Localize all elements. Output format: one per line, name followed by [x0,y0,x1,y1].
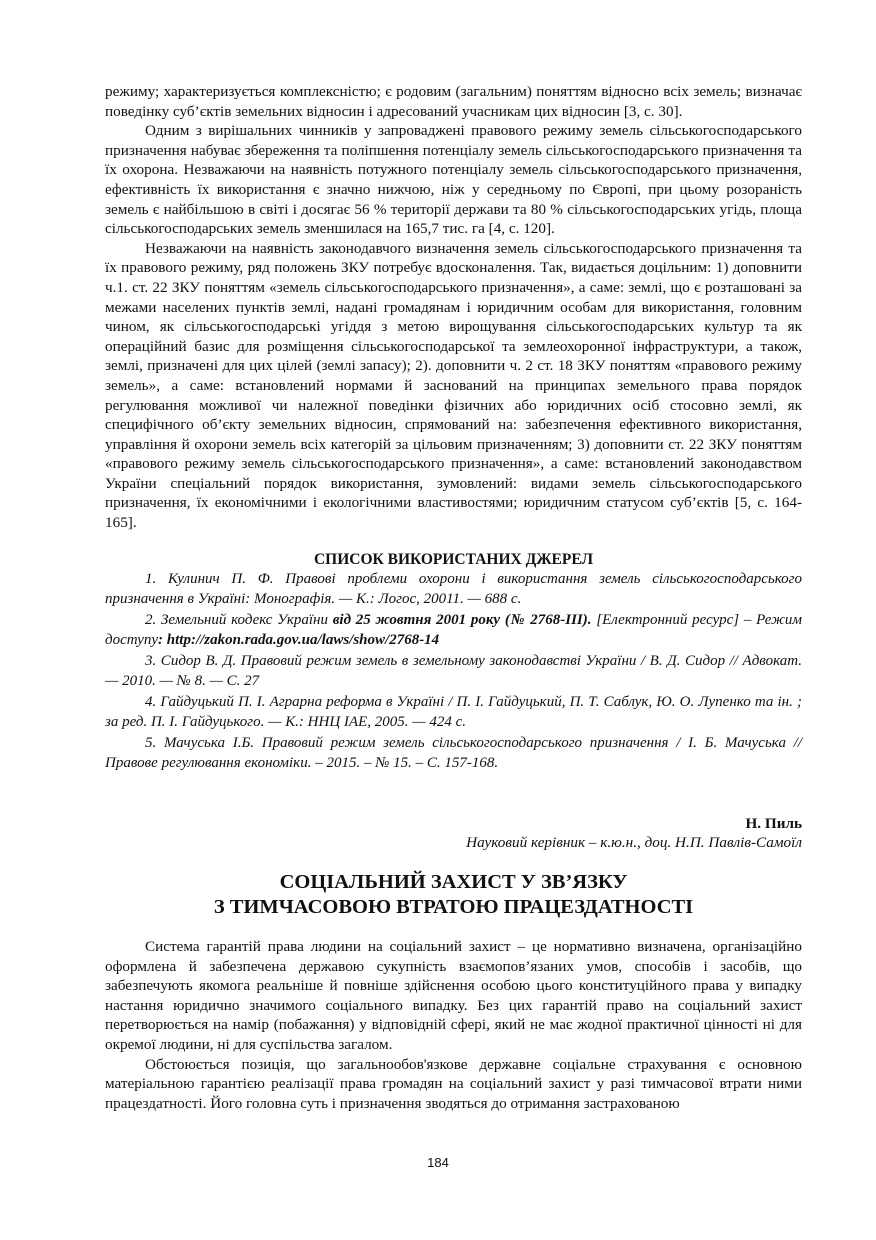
article-title [105,870,802,920]
page-number: 184 [427,1155,449,1170]
article-body [105,937,802,1113]
author-name: Н. Пиль [745,815,802,832]
paragraph: Незважаючи на наявність законодавчого визначення земель сільськогосподарського призначення та їх правового режиму, ряд положень ЗКУ потребує вдосконалення. Так, видається доцільним: 1) доповнити ч.1. ст. 22 ЗКУ поняттям «земель сільськогосподарського призначення», а саме: землі, що є розташовані за межами населених пунктів землі, надані громадянам і юридичним особам для використання, головним чином, як сільськогосподарські угіддя з метою вирощування сільськогосподарських культур та як операційний базис для розміщення сільськогосподарської та землеохоронної інфраструктури, а також, землі, призначені для цих цілей (землі запасу); 2). доповнити ч. 2 ст. 18 ЗКУ поняттям «правового режиму земель», а саме: встановлений нормами й заснований на принципах земельного права порядок регулювання можливої чи належної поведінки фізичних або юридичних осіб стосовно землі, як специфічного об’єкту земельних відносин, спрямований на: забезпечення ефективного використання, управління й охорони земель всіх категорій за цільовим призначенням; 3) доповнити ст. 22 ЗКУ поняттям «правового режиму земель сільськогосподарського призначення», а саме: встановлений законодавством України спеціальний порядок використання, зумовлений: видами земель сільськогосподарського призначення, їх економічними і екологічними властивостями; юридичним статусом суб’єктів [5, с. 164-165]. [105,239,802,532]
reference-date-number: від 25 жовтня 2001 року (№ 2768-III). [332,611,592,628]
scientific-advisor: Науковий керівник – к.ю.н., доц. Н.П. Павлів-Самоїл [466,834,802,851]
reference-text: [Електронний ресурс] – Режим доступу [105,611,802,649]
references-title: СПИСОК ВИКОРИСТАНИХ ДЖЕРЕЛ [313,550,594,568]
reference-text: 2. Земельний кодекс України [145,611,333,628]
article-title-line: З ТИМЧАСОВОЮ ВТРАТОЮ ПРАЦЕЗДАТНОСТІ [213,896,694,918]
reference-item: 3. Сидор В. Д. Правовий режим земель в земельному законодавстві України / В. Д. Сидор // Адвокат. — 2010. — № 8. — С. 27 [105,652,802,690]
article-title-line: СОЦІАЛЬНИЙ ЗАХИСТ У ЗВ’ЯЗКУ [279,871,628,893]
paragraph: Одним з вирішальних чинників у запроваджені правового режиму земель сільськогосподарського призначення набуває збереження та поліпшення потенціалу земель сільськогосподарського призначення та їх охорона. Незважаючи на наявність потужного потенціалу земель сільськогосподарського призначення, ефективність їх використання є значно нижчою, ніж у середньому по Європі, при цьому розораність земель є найбільшою в світі і досягає 56 % території держави та 80 % сільськогосподарських угідь, площа сільськогосподарських земель зменшилася на 165,7 тис. га [4, с. 120]. [105,122,802,238]
author-block [105,814,802,853]
section-continuation [105,82,802,774]
reference-item: 5. Мачуська І.Б. Правовий режим земель сільськогосподарського призначення / І. Б. Мачуська // Правове регулювання економіки. – 2015. – № 15. – С. 157-168. [105,734,802,772]
reference-url: : http://zakon.rada.gov.ua/laws/show/2768-14 [158,632,440,649]
reference-item [105,610,802,651]
reference-item: 1. Кулинич П. Ф. Правові проблеми охорони і використання земель сільськогосподарського призначення в Україні: Монографія. — К.: Логос, 20011. — 688 с. [105,570,802,608]
reference-item: 4. Гайдуцький П. І. Аграрна реформа в Україні / П. І. Гайдуцький, П. Т. Саблук, Ю. О. Лупенко та ін. ; за ред. П. І. Гайдуцького. — К.: ННЦ ІАЕ, 2005. — 424 с. [105,693,802,731]
paragraph: Система гарантій права людини на соціальний захист – це нормативно визначена, організаційно оформлена й забезпечена державою сукупність взаємопов’язаних умов, способів і засобів, що забезпечують якомога реальніше й повніше здійснення особою цього конституційного права у випадку настання юридично значимого соціального випадку. Без цих гарантій право на соціальний захист перетворюється на намір (побажання) у відповідній сфері, який не має жодної практичної цінності ні для окремої людини, ні для суспільства загалом. [105,938,802,1053]
paragraph: Обстоюється позиція, що загальнообов'язкове державне соціальне страхування є основною матеріальною гарантією реалізації права громадян на соціальний захист у разі тимчасової втрати ними працездатності. Його головна суть і призначення зводяться до отримання застрахованою [105,1055,802,1112]
paragraph: режиму; характеризується комплексністю; є родовим (загальним) поняттям відносно всіх земель; визначає поведінку суб’єктів земельних відносин і адресований учасникам цих відносин [3, с. 30]. [105,83,802,120]
